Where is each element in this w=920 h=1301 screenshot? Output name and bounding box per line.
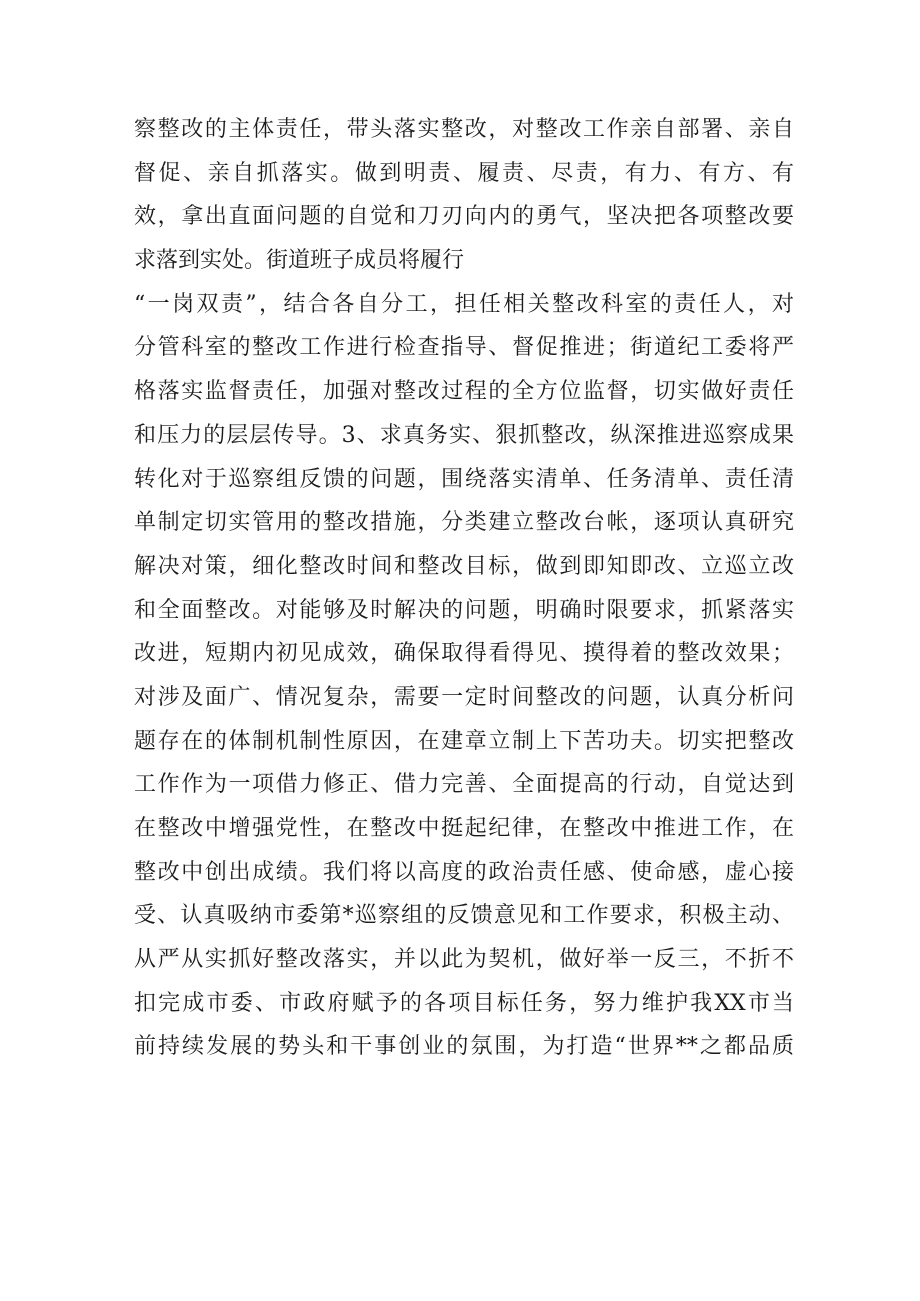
text-line: 整改中创出成绩。我们将以高度的政治责任感、使命感，虚心接 (134, 859, 794, 885)
text-line: 格落实监督责任，加强对整改过程的全方位监督，切实做好责任 (134, 379, 794, 405)
text-line: 和全面整改。对能够及时解决的问题，明确时限要求，抓紧落实 (134, 597, 794, 623)
text-line: 求落到实处。街道班子成员将履行 (134, 248, 465, 274)
text-line: 前持续发展的势头和干事创业的氛围，为打造“世界**之都品质 (134, 1034, 794, 1060)
text-line: 单制定切实管用的整改措施，分类建立整改台帐，逐项认真研究 (134, 510, 794, 536)
text-line: 从严从实抓好整改落实，并以此为契机，做好举一反三，不折不 (134, 947, 794, 973)
text-line: 受、认真吸纳市委第*巡察组的反馈意见和工作要求，积极主动、 (134, 903, 794, 929)
text-line: “一岗双责”，结合各自分工，担任相关整改科室的责任人，对 (134, 291, 794, 317)
text-line: 在整改中增强党性，在整改中挺起纪律，在整改中推进工作，在 (134, 816, 794, 841)
text-line: 督促、亲自抓落实。做到明责、履责、尽责，有力、有方、有 (134, 160, 794, 186)
text-line: 题存在的体制机制性原因，在建章立制上下苦功夫。切实把整改 (134, 728, 794, 754)
text-line: 察整改的主体责任，带头落实整改，对整改工作亲自部署、亲自 (134, 117, 794, 142)
text-line: 分管科室的整改工作进行检查指导、督促推进；街道纪工委将严 (134, 335, 794, 361)
text-line: 扣完成市委、市政府赋予的各项目标任务，努力维护我XX市当 (134, 990, 794, 1016)
text-line: 和压力的层层传导。3、求真务实、狠抓整改，纵深推进巡察成果 (134, 422, 794, 448)
text-line: 转化对于巡察组反馈的问题，围绕落实清单、任务清单、责任清 (134, 466, 794, 492)
body-text (134, 108, 794, 1069)
text-line: 效，拿出直面问题的自觉和刀刃向内的勇气，坚决把各项整改要 (134, 204, 794, 230)
text-line: 工作作为一项借力修正、借力完善、全面提高的行动，自觉达到 (134, 772, 794, 798)
text-line: 解决对策，细化整改时间和整改目标，做到即知即改、立巡立改 (134, 553, 794, 579)
text-line: 对涉及面广、情况复杂，需要一定时间整改的问题，认真分析问 (134, 684, 794, 710)
text-line: 改进，短期内初见成效，确保取得看得见、摸得着的整改效果； (134, 641, 794, 667)
